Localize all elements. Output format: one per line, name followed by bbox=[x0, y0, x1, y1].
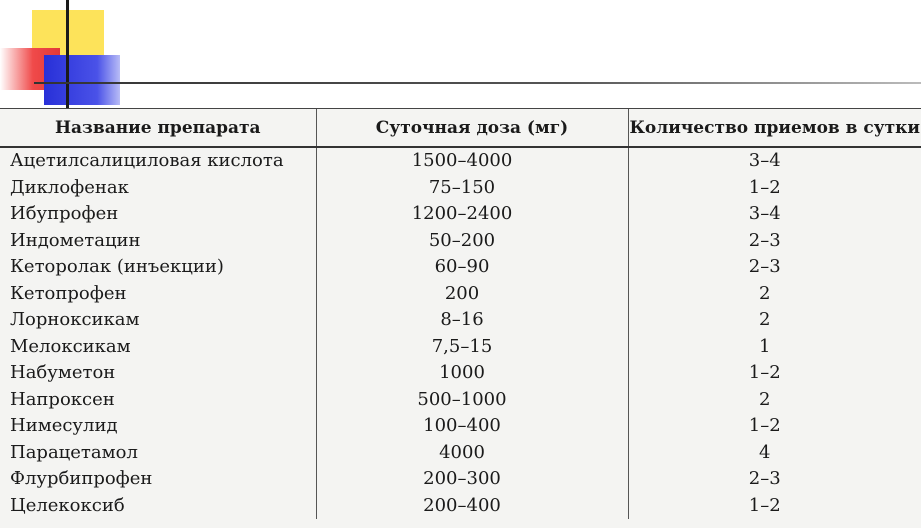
doses-per-day-cell: 4 bbox=[628, 440, 921, 467]
daily-dose-cell: 1000 bbox=[316, 360, 628, 387]
daily-dose-cell: 200 bbox=[316, 281, 628, 308]
daily-dose-cell: 75–150 bbox=[316, 175, 628, 202]
doses-per-day-cell: 2–3 bbox=[628, 466, 921, 493]
drug-name-cell: Целекоксиб bbox=[10, 494, 125, 516]
doses-per-day-cell: 2–3 bbox=[628, 254, 921, 281]
table-header-row bbox=[0, 109, 921, 148]
daily-dose-cell: 50–200 bbox=[316, 228, 628, 255]
scanned-table-sheet bbox=[0, 108, 921, 528]
doses-per-day-cell: 2 bbox=[628, 387, 921, 414]
table-row bbox=[0, 493, 921, 520]
table-row bbox=[0, 413, 921, 440]
drug-name-cell: Флурбипрофен bbox=[10, 468, 153, 490]
daily-dose-cell: 200–300 bbox=[316, 466, 628, 493]
drug-name-cell: Лорноксикам bbox=[10, 309, 140, 331]
header-doses-per-day: Количество приемов в сутки bbox=[628, 109, 921, 148]
doses-per-day-cell: 1–2 bbox=[628, 360, 921, 387]
table-row bbox=[0, 440, 921, 467]
table-row bbox=[0, 228, 921, 255]
table-row bbox=[0, 466, 921, 493]
drug-name-cell: Мелоксикам bbox=[10, 335, 131, 357]
daily-dose-cell: 60–90 bbox=[316, 254, 628, 281]
doses-per-day-cell: 2–3 bbox=[628, 228, 921, 255]
drug-dosage-table bbox=[0, 108, 921, 519]
doses-per-day-cell: 1–2 bbox=[628, 413, 921, 440]
decor-vertical-line bbox=[66, 0, 69, 108]
drug-name-cell: Кетопрофен bbox=[10, 282, 127, 304]
header-drug-name: Название препарата bbox=[0, 109, 316, 148]
daily-dose-cell: 8–16 bbox=[316, 307, 628, 334]
table-row bbox=[0, 254, 921, 281]
decor-blue-square bbox=[44, 55, 120, 105]
drug-name-cell: Напроксен bbox=[10, 388, 115, 410]
table-row bbox=[0, 334, 921, 361]
daily-dose-cell: 1200–2400 bbox=[316, 201, 628, 228]
daily-dose-cell: 1500–4000 bbox=[316, 147, 628, 175]
daily-dose-cell: 200–400 bbox=[316, 493, 628, 520]
daily-dose-cell: 500–1000 bbox=[316, 387, 628, 414]
table-row bbox=[0, 147, 921, 175]
doses-per-day-cell: 1–2 bbox=[628, 493, 921, 520]
table-row bbox=[0, 307, 921, 334]
doses-per-day-cell: 1 bbox=[628, 334, 921, 361]
drug-name-cell: Ибупрофен bbox=[10, 203, 119, 225]
table-row bbox=[0, 175, 921, 202]
header-daily-dose: Суточная доза (мг) bbox=[316, 109, 628, 148]
doses-per-day-cell: 3–4 bbox=[628, 201, 921, 228]
table-row bbox=[0, 201, 921, 228]
doses-per-day-cell: 2 bbox=[628, 281, 921, 308]
drug-name-cell: Кеторолак (инъекции) bbox=[10, 256, 224, 278]
drug-name-cell: Нимесулид bbox=[10, 415, 118, 437]
drug-name-cell: Парацетамол bbox=[10, 441, 138, 463]
drug-name-cell: Диклофенак bbox=[10, 176, 129, 198]
doses-per-day-cell: 3–4 bbox=[628, 147, 921, 175]
drug-name-cell: Индометацин bbox=[10, 229, 141, 251]
drug-name-cell: Набуметон bbox=[10, 362, 116, 384]
decor-horizontal-line bbox=[34, 82, 921, 84]
daily-dose-cell: 4000 bbox=[316, 440, 628, 467]
daily-dose-cell: 100–400 bbox=[316, 413, 628, 440]
doses-per-day-cell: 1–2 bbox=[628, 175, 921, 202]
drug-name-cell: Ацетилсалициловая кислота bbox=[10, 150, 284, 172]
table-row bbox=[0, 360, 921, 387]
doses-per-day-cell: 2 bbox=[628, 307, 921, 334]
table-row bbox=[0, 387, 921, 414]
table-row bbox=[0, 281, 921, 308]
daily-dose-cell: 7,5–15 bbox=[316, 334, 628, 361]
